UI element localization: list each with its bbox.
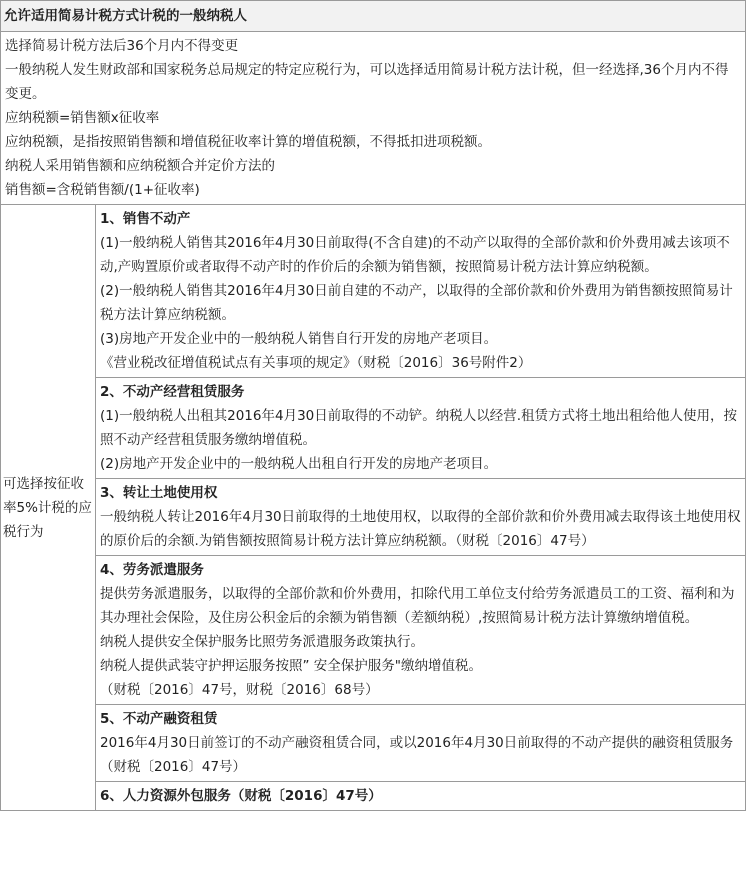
section-title: 3、转让土地使用权 [100,485,218,501]
section-title: 6、人力资源外包服务（财税〔2016〕47号） [100,788,382,804]
section-labor-dispatch [96,556,745,705]
intro-line: 应纳税额，是指按照销售额和增值税征收率计算的增值税额，不得抵扣进项税额。 [5,134,491,150]
section-title: 1、销售不动产 [100,211,191,227]
section-title: 5、不动产融资租赁 [100,711,218,727]
section-line: 提供劳务派遣服务，以取得的全部价款和价外费用，扣除代用工单位支付给劳务派遣员工的工资、福利和为其办理社会保险，及住房公积金后的余额为销售额（差额纳税）,按照简易计税方法计算缴纳增值税。 [100,586,735,626]
left-label-cell [1,205,96,810]
section-title: 4、劳务派遣服务 [100,562,204,578]
section-line: 一般纳税人转让2016年4月30日前取得的土地使用权，以取得的全部价款和价外费用减去取得该土地使用权的原价后的余额.为销售额按照简易计税方法计算应纳税额。（财税〔2016〕47号） [100,509,741,549]
intro-line: 一般纳税人发生财政部和国家税务总局规定的特定应税行为，可以选择适用简易计税方法计税，但一经选择,36个月内不得变更。 [5,62,729,102]
section-title: 2、不动产经营租赁服务 [100,384,245,400]
rules-grid [1,205,745,810]
section-land-use-right [96,479,745,556]
section-line: 纳税人提供武装守护押运服务按照” 安全保护服务"缴纳增值税。 [100,658,482,674]
intro-line: 销售额=含税销售额/(1+征收率) [5,182,200,198]
section-line: 2016年4月30日前签订的不动产融资租赁合同，或以2016年4月30日前取得的不动产提供的融资租赁服务（财税〔2016〕47号） [100,735,734,775]
section-line: (1)一般纳税人销售其2016年4月30日前取得(不含自建)的不动产以取得的全部价款和价外费用减去该项不动,产购置原价或者取得不动产时的作价后的余额为销售额，按照简易计税方法计算应纳税额。 [100,235,730,275]
section-line: (3)房地产开发企业中的一般纳税人销售自行开发的房地产老项目。 [100,331,498,347]
intro-line: 应纳税额=销售额x征收率 [5,110,160,126]
section-line: (2)房地产开发企业中的一般纳税人出租自行开发的房地产老项目。 [100,456,498,472]
section-sale-real-estate [96,205,745,378]
section-line: (1)一般纳税人出租其2016年4月30日前取得的不动铲。纳税人以经营.租赁方式将土地出租给他人使用，按照不动产经营租赁服务缴纳增值税。 [100,408,738,448]
sections-column [96,205,745,810]
section-line: (2)一般纳税人销售其2016年4月30日前自建的不动产，以取得的全部价款和价外费用为销售额按照简易计税方法计算应纳税额。 [100,283,733,323]
section-finance-lease [96,705,745,782]
section-real-estate-lease [96,378,745,479]
intro-line: 纳税人采用销售额和应纳税额合并定价方法的 [5,158,275,174]
section-hr-outsourcing [96,782,745,810]
document-title: 允许适用简易计税方式计税的一般纳税人 [1,1,745,32]
left-label: 可选择按征收率5%计税的应税行为 [3,475,92,540]
intro-line: 选择简易计税方法后36个月内不得变更 [5,38,239,54]
section-line: 《营业税改征增值税试点有关事项的规定》（财税〔2016〕36号附件2） [100,355,532,371]
section-line: （财税〔2016〕47号，财税〔2016〕68号） [100,682,379,698]
section-line: 纳税人提供安全保护服务比照劳务派遣服务政策执行。 [100,634,424,650]
intro-block [1,32,745,205]
